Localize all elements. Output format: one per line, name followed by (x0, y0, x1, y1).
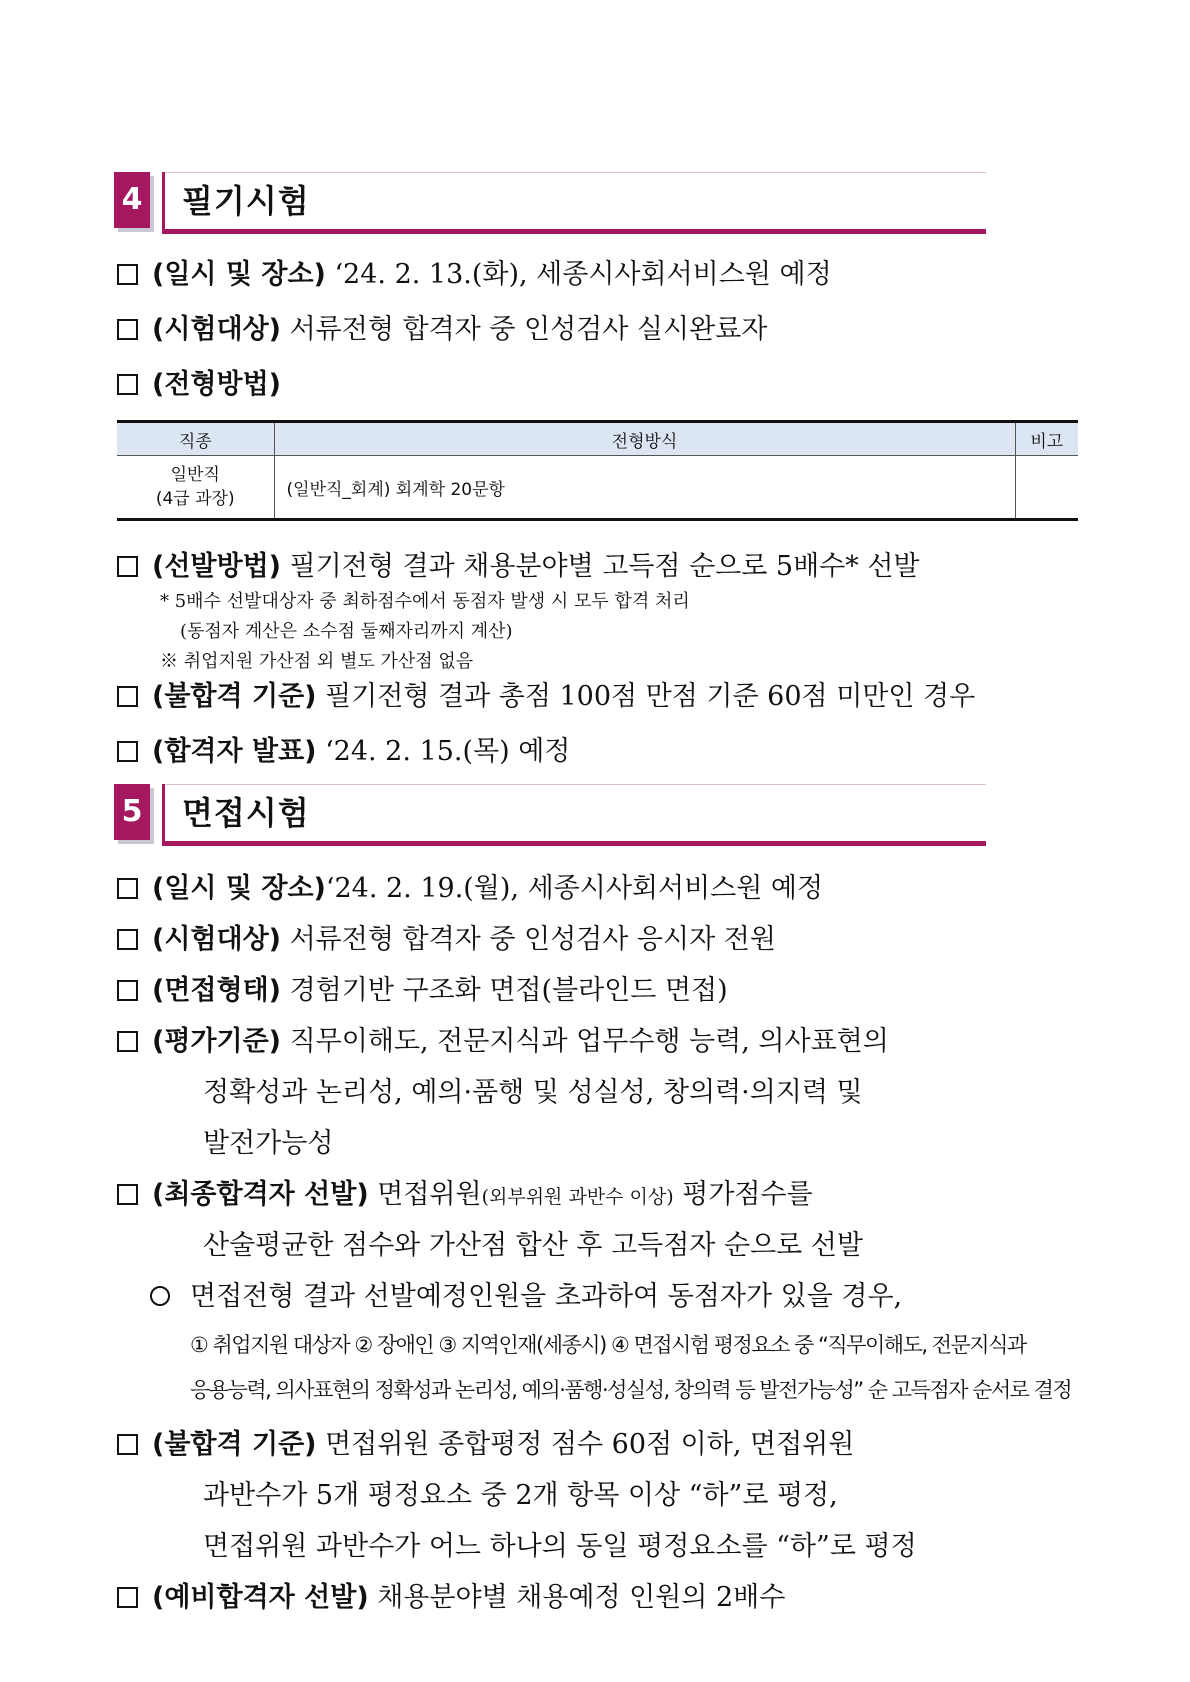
item-text: 서류전형 합격자 중 인성검사 실시완료자 (281, 314, 768, 345)
checkbox-icon (117, 1184, 138, 1205)
item-text: 면접위원 (368, 1179, 482, 1210)
table-header-row (117, 422, 1078, 456)
item-label: (예비합격자 선발) (152, 1582, 369, 1613)
criteria-continuation: 발전가능성 (203, 1128, 334, 1159)
interview-schedule (117, 866, 823, 905)
section-title: 면접시험 (182, 794, 310, 832)
table-cell-note (1015, 456, 1078, 520)
written-schedule (117, 252, 832, 291)
footnote: * 5배수 선발대상자 중 최하점수에서 동점자 발생 시 모두 합격 처리 (160, 591, 690, 612)
checkbox-icon (117, 319, 138, 340)
fail-continuation: 과반수가 5개 평정요소 중 2개 항목 이상 “하”로 평정, (203, 1480, 838, 1511)
checkbox-icon (117, 686, 138, 707)
criteria-continuation: 정확성과 논리성, 예의·품행 및 성실성, 창의력·의지력 및 (203, 1077, 863, 1108)
item-label: (최종합격자 선발) (152, 1179, 369, 1210)
section-number: 5 (114, 784, 150, 840)
interview-reserve (117, 1575, 785, 1614)
footnote: ※ 취업지원 가산점 외 별도 가산점 없음 (160, 651, 474, 672)
item-label: (일시 및 장소) (152, 873, 326, 904)
fail-continuation: 면접위원 과반수가 어느 하나의 동일 평정요소를 “하”로 평정 (203, 1531, 917, 1562)
section-underline (165, 841, 986, 846)
item-note: (외부위원 과반수 이상) (481, 1186, 674, 1208)
checkbox-icon (117, 980, 138, 1001)
checkbox-icon (117, 556, 138, 577)
section-number: 4 (114, 172, 150, 228)
item-text: 서류전형 합격자 중 인성검사 응시자 전원 (281, 924, 776, 955)
item-label: (전형방법) (152, 369, 282, 400)
item-text: 채용분야별 채용예정 인원의 2배수 (368, 1582, 786, 1613)
tie-text: 면접전형 결과 선발예정인원을 초과하여 동점자가 있을 경우, (190, 1281, 903, 1312)
item-text: ‘24. 2. 15.(목) 예정 (316, 736, 571, 767)
tie-rule (150, 1274, 902, 1313)
tie-priority-line: 응용능력, 의사표현의 정확성과 논리성, 예의·품행·성실성, 창의력 등 발전가능성” 순 고득점자 순서로 결정 (190, 1378, 1072, 1402)
section-divider (162, 784, 165, 846)
table-cell-method: (일반직_회계) 회계학 20문항 (274, 456, 1015, 520)
interview-final-selection (117, 1172, 813, 1211)
section-5-header (114, 784, 986, 846)
item-label: (평가기준) (152, 1026, 282, 1057)
checkbox-icon (117, 264, 138, 285)
item-text: 평가점수를 (673, 1179, 813, 1210)
interview-criteria (117, 1019, 889, 1058)
checkbox-icon (117, 1587, 138, 1608)
item-label: (불합격 기준) (152, 1429, 317, 1460)
table-row (117, 456, 1078, 520)
checkbox-icon (117, 1031, 138, 1052)
interview-target (117, 917, 776, 956)
exam-method-table (117, 420, 1078, 521)
item-label: (면접형태) (152, 975, 282, 1006)
checkbox-icon (117, 929, 138, 950)
circle-bullet-icon (150, 1286, 170, 1306)
item-text: 경험기반 구조화 면접(블라인드 면접) (281, 975, 728, 1006)
item-text: 직무이해도, 전문지식과 업무수행 능력, 의사표현의 (281, 1026, 889, 1057)
job-rank: (4급 과장) (155, 489, 235, 509)
job-name: 일반직 (170, 465, 220, 485)
checkbox-icon (117, 1434, 138, 1455)
written-fail-criteria (117, 674, 975, 713)
item-label: (합격자 발표) (152, 736, 317, 767)
table-header: 직종 (117, 422, 274, 456)
footnote: (동점자 계산은 소수점 둘째자리까지 계산) (180, 621, 513, 642)
written-method (117, 362, 281, 401)
section-divider (162, 172, 165, 234)
item-label: (일시 및 장소) (152, 259, 326, 290)
table-header: 전형방식 (274, 422, 1015, 456)
checkbox-icon (117, 374, 138, 395)
checkbox-icon (117, 878, 138, 899)
item-text: 필기전형 결과 채용분야별 고득점 순으로 5배수* 선발 (281, 551, 920, 582)
tie-priority-line: ① 취업지원 대상자 ② 장애인 ③ 지역인재(세종시) ④ 면접시험 평정요소 중 “직무이해도, 전문지식과 (190, 1333, 1026, 1357)
interview-fail-criteria (117, 1422, 854, 1461)
written-target (117, 307, 767, 346)
item-label: (시험대상) (152, 314, 282, 345)
table-cell-job (117, 456, 274, 520)
written-selection (117, 544, 920, 583)
section-underline (165, 229, 986, 234)
section-top-line (165, 172, 986, 173)
item-label: (선발방법) (152, 551, 282, 582)
interview-format (117, 968, 728, 1007)
item-text: ‘24. 2. 19.(월), 세종시사회서비스원 예정 (325, 873, 824, 904)
item-text: 면접위원 종합평정 점수 60점 이하, 면접위원 (316, 1429, 855, 1460)
written-announce (117, 729, 570, 768)
item-text: ‘24. 2. 13.(화), 세종시사회서비스원 예정 (325, 259, 832, 290)
checkbox-icon (117, 741, 138, 762)
table-header: 비고 (1015, 422, 1078, 456)
final-continuation: 산술평균한 점수와 가산점 합산 후 고득점자 순으로 선발 (203, 1230, 863, 1261)
item-label: (불합격 기준) (152, 681, 317, 712)
item-label: (시험대상) (152, 924, 282, 955)
item-text: 필기전형 결과 총점 100점 만점 기준 60점 미만인 경우 (316, 681, 976, 712)
section-4-header (114, 172, 986, 234)
section-top-line (165, 784, 986, 785)
section-title: 필기시험 (182, 182, 310, 220)
